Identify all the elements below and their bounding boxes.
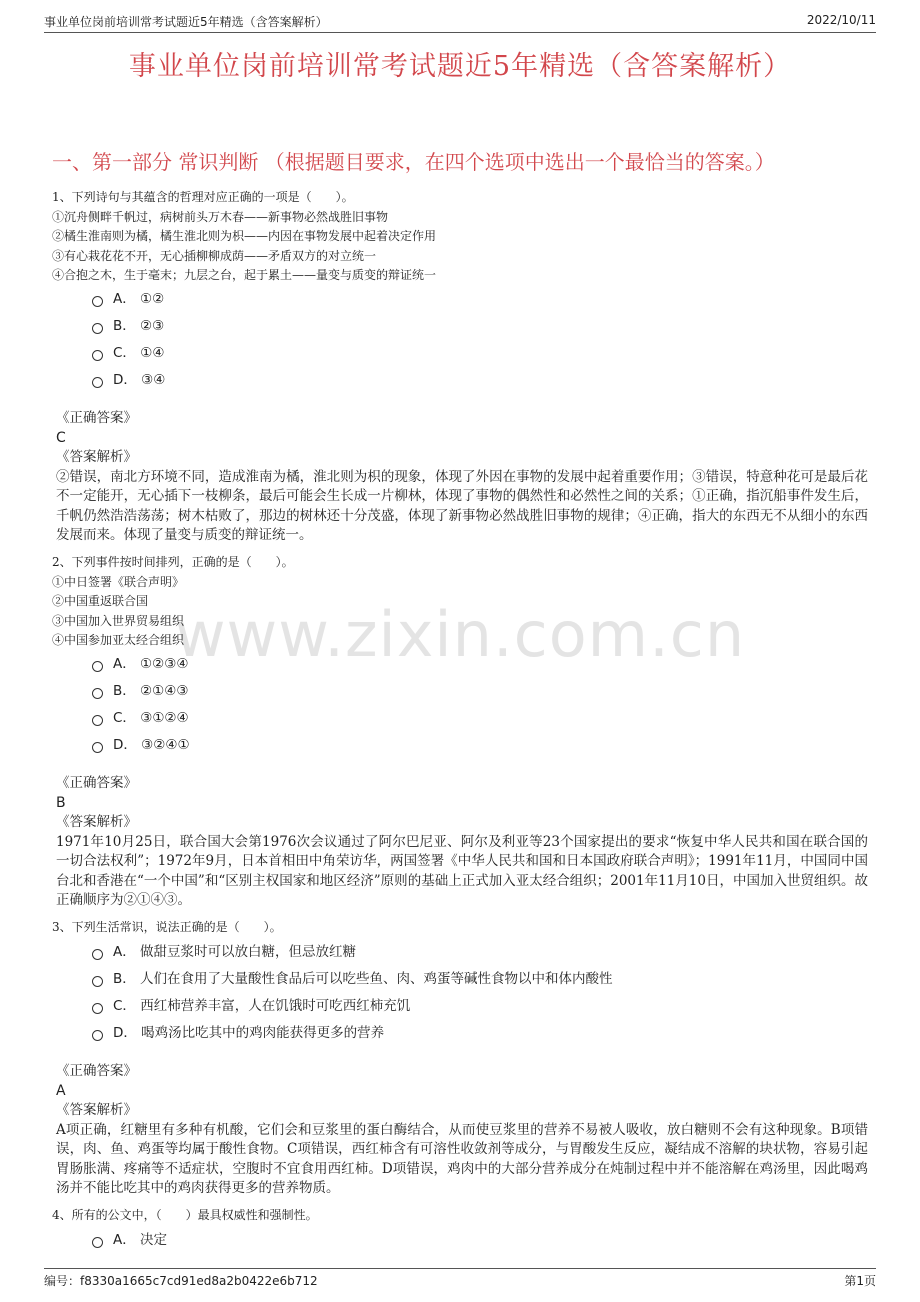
radio-circle-icon[interactable] xyxy=(92,976,103,987)
option-label: C． ①④ xyxy=(113,345,165,361)
option-radio[interactable] xyxy=(92,967,613,987)
question-statement: ①中日签署《联合声明》 xyxy=(52,574,185,589)
question-statement: ②中国重返联合国 xyxy=(52,594,149,608)
page-footer xyxy=(44,1268,876,1287)
question-3 xyxy=(52,918,282,938)
question-stem: 4、所有的公文中，（ ）最具权威性和强制性。 xyxy=(52,1208,318,1222)
option-label: B． 人们在食用了大量酸性食品后可以吃些鱼、肉、鸡蛋等碱性食物以中和体内酸性 xyxy=(113,971,613,987)
radio-circle-icon[interactable] xyxy=(92,949,103,960)
option-radio[interactable] xyxy=(92,706,189,726)
question-stem: 3、下列生活常识，说法正确的是（ ）。 xyxy=(52,920,282,934)
option-label: D． 喝鸡汤比吃其中的鸡肉能获得更多的营养 xyxy=(113,1025,385,1041)
answer-label: 《正确答案》 xyxy=(56,775,137,791)
option-label: A． 做甜豆浆时可以放白糖，但忌放红糖 xyxy=(113,944,357,960)
question-stem: 1、下列诗句与其蕴含的哲理对应正确的一项是（ ）。 xyxy=(52,190,354,204)
header-date: 2022/10/11 xyxy=(806,13,876,27)
question-stem: 2、下列事件按时间排列，正确的是（ ）。 xyxy=(52,555,294,569)
option-radio[interactable] xyxy=(92,940,356,960)
answer-block-2 xyxy=(56,774,868,911)
watermark: www.zixin.com.cn xyxy=(174,598,746,671)
answer-label: 《正确答案》 xyxy=(56,1063,137,1079)
option-radio[interactable] xyxy=(92,314,164,334)
document-title: 事业单位岗前培训常考试题近5年精选（含答案解析） xyxy=(128,51,792,82)
option-radio[interactable] xyxy=(92,368,165,388)
question-statement: ④合抱之木，生于毫末；九层之台，起于累土——量变与质变的辩证统一 xyxy=(52,268,437,282)
option-label: A． ①②③④ xyxy=(113,656,189,672)
option-label: A． ①② xyxy=(113,291,165,307)
radio-circle-icon[interactable] xyxy=(92,323,103,334)
option-label: C． ③①②④ xyxy=(113,710,189,726)
question-4 xyxy=(52,1206,318,1226)
option-radio[interactable] xyxy=(92,1228,167,1248)
radio-circle-icon[interactable] xyxy=(92,350,103,361)
option-label: C． 西红柿营养丰富，人在饥饿时可吃西红柿充饥 xyxy=(113,998,411,1014)
document-id: 编号：f8330a1665c7cd91ed8a2b0422e6b712 xyxy=(44,1274,318,1288)
option-radio[interactable] xyxy=(92,679,188,699)
radio-circle-icon[interactable] xyxy=(92,377,103,388)
header-doc-title: 事业单位岗前培训常考试题近5年精选（含答案解析） xyxy=(44,15,328,29)
correct-answer: A xyxy=(56,1082,66,1099)
option-radio[interactable] xyxy=(92,287,164,307)
option-radio[interactable] xyxy=(92,1021,384,1041)
radio-circle-icon[interactable] xyxy=(92,661,103,672)
analysis-label: 《答案解析》 xyxy=(56,1102,137,1118)
radio-circle-icon[interactable] xyxy=(92,688,103,699)
radio-circle-icon[interactable] xyxy=(92,1003,103,1014)
radio-circle-icon[interactable] xyxy=(92,1030,103,1041)
page-number: 第1页 xyxy=(844,1274,876,1288)
correct-answer: C xyxy=(56,429,66,446)
analysis-text: A项正确，红糖里有多种有机酸，它们会和豆浆里的蛋白酶结合，从而使豆浆里的营养不易被人吸收，放白糖则不会有这种现象。B项错误，肉、鱼、鸡蛋等均属于酸性食物。C项错误，西红柿含有可溶性收敛剂等成分，与胃酸发生反应，凝结成不溶解的块状物，容易引起胃肠胀满、疼痛等不适症状，空腹时不宜食用西红柿。D项错误，鸡肉中的大部分营养成分在炖制过程中并不能溶解在鸡汤里，因此喝鸡汤并不能比吃其中的鸡肉获得更多的营养物质。 xyxy=(56,1121,868,1196)
option-label: A． 决定 xyxy=(113,1232,168,1248)
question-2 xyxy=(52,553,294,651)
answer-label: 《正确答案》 xyxy=(56,410,137,426)
option-label: D． ③②④① xyxy=(113,737,190,753)
option-radio[interactable] xyxy=(92,341,164,361)
radio-circle-icon[interactable] xyxy=(92,715,103,726)
option-radio[interactable] xyxy=(92,733,190,753)
question-statement: ①沉舟侧畔千帆过，病树前头万木春——新事物必然战胜旧事物 xyxy=(52,209,389,224)
analysis-label: 《答案解析》 xyxy=(56,814,137,830)
section-heading: 一、第一部分 常识判断 （根据题目要求，在四个选项中选出一个最恰当的答案。） xyxy=(52,150,775,174)
radio-circle-icon[interactable] xyxy=(92,742,103,753)
option-radio[interactable] xyxy=(92,652,188,672)
page-header xyxy=(44,12,876,33)
option-radio[interactable] xyxy=(92,994,410,1014)
question-statement: ③中国加入世界贸易组织 xyxy=(52,613,185,628)
question-statement: ④中国参加亚太经合组织 xyxy=(52,633,185,647)
correct-answer: B xyxy=(56,794,66,811)
answer-block-3 xyxy=(56,1062,868,1199)
analysis-text: ②错误，南北方环境不同，造成淮南为橘，淮北则为枳的现象，体现了外因在事物的发展中起着重要作用；③错误，特意种花可是最后花不一定能开，无心插下一枝柳条，最后可能会生长成一片柳林，体现了事物的偶然性和必然性之间的关系；①正确，指沉船事件发生后，千帆仍然浩浩荡荡；树木枯败了，那边的树林还十分茂盛，体现了新事物必然战胜旧事物的规律；④正确，指大的东西无不从细小的东西发展而来。体现了量变与质变的辩证统一。 xyxy=(56,468,868,543)
question-statement: ③有心栽花花不开，无心插柳柳成荫——矛盾双方的对立统一 xyxy=(52,248,377,263)
answer-block-1 xyxy=(56,409,868,546)
analysis-label: 《答案解析》 xyxy=(56,449,137,465)
radio-circle-icon[interactable] xyxy=(92,296,103,307)
option-label: B． ②①④③ xyxy=(113,683,189,699)
option-label: D． ③④ xyxy=(113,372,166,388)
radio-circle-icon[interactable] xyxy=(92,1237,103,1248)
question-statement: ②橘生淮南则为橘，橘生淮北则为枳——内因在事物发展中起着决定作用 xyxy=(52,229,437,243)
option-label: B． ②③ xyxy=(113,318,165,334)
analysis-text: 1971年10月25日，联合国大会第1976次会议通过了阿尔巴尼亚、阿尔及利亚等23个国家提出的要求“恢复中华人民共和国在联合国的一切合法权利”；1972年9月，日本首相田中角荣访华，两国签署《中华人民共和国和日本国政府联合声明》；1991年11月，中国同中国台北和香港在“一个中国”和“区别主权国家和地区经济”原则的基础上正式加入亚太经合组织；2001年11月10日，中国加入世贸组织。故正确顺序为②①④③。 xyxy=(56,833,868,908)
question-1 xyxy=(52,188,436,286)
